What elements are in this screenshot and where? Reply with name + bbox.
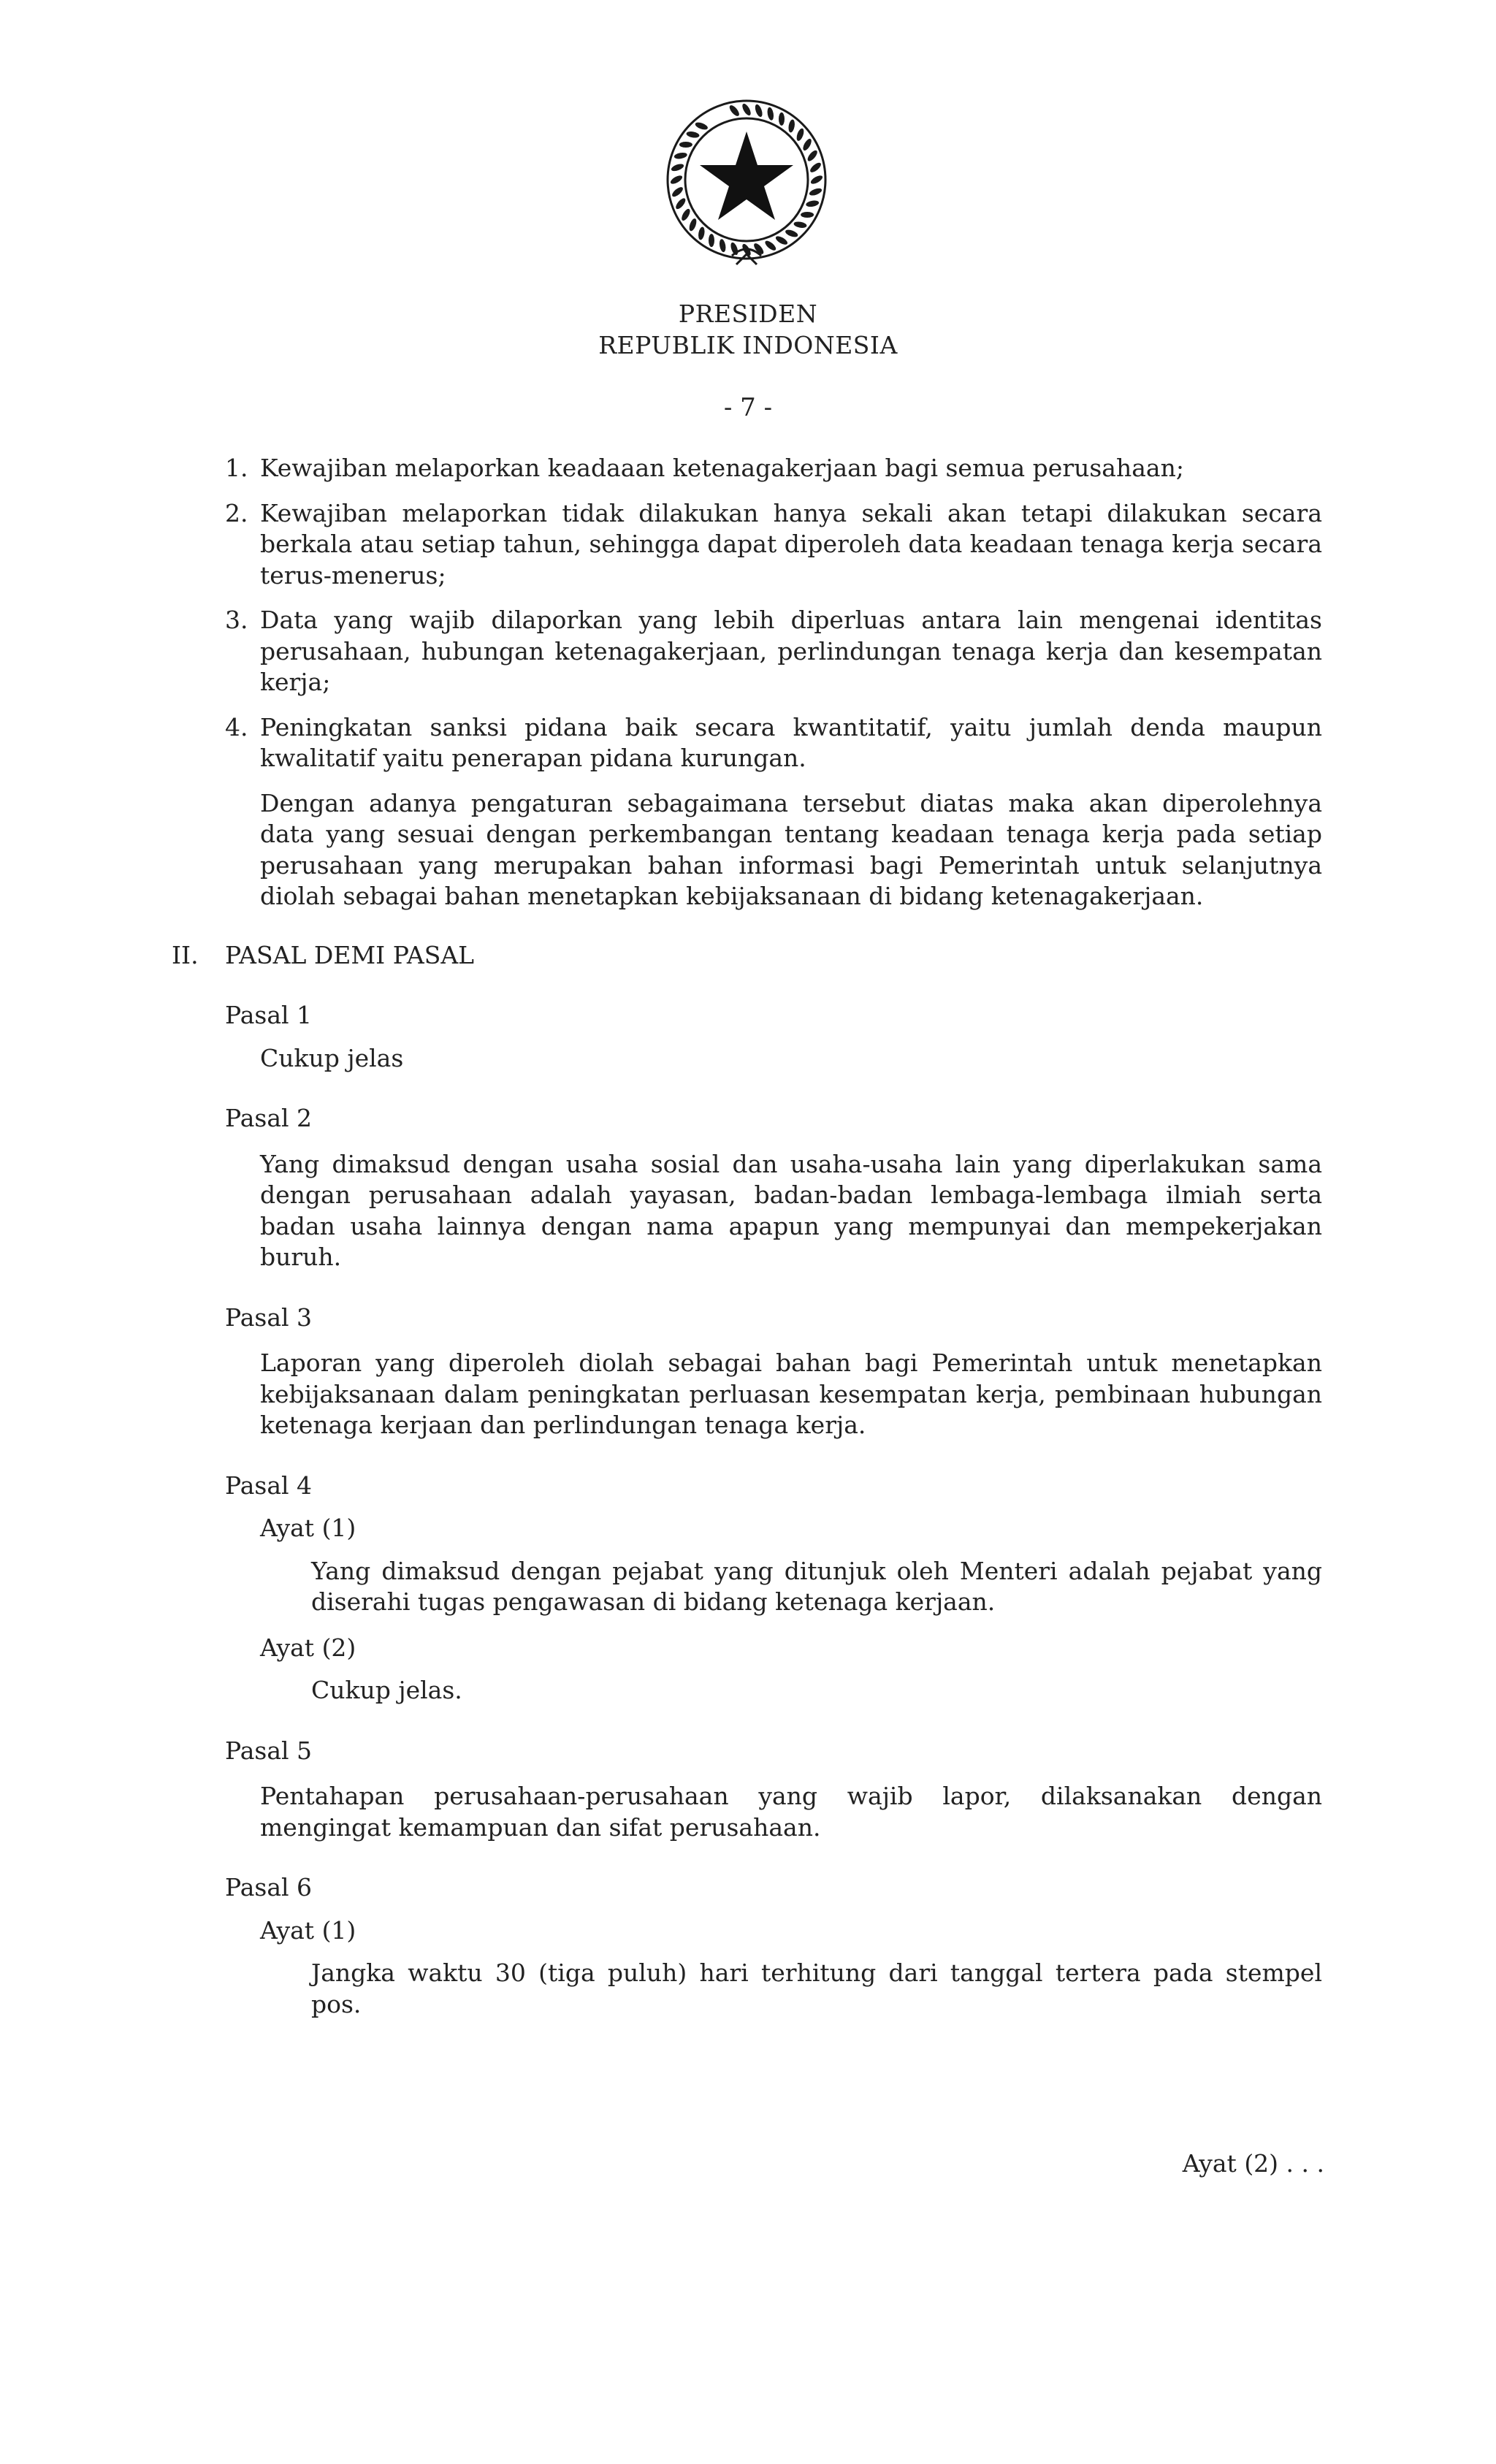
pasal-2-text: Yang dimaksud dengan usaha sosial dan usaha-usaha lain yang diperlakukan sama dengan perusahaan adalah yayasan, badan-badan lembaga-lembaga ilmiah serta badan usaha lainnya dengan nama apapun yang mempunyai dan mempekerjakan buruh.: [260, 1149, 1322, 1271]
list-number: 3.: [225, 606, 248, 634]
document-body: [0, 453, 1496, 2020]
list-text: Kewajiban melaporkan tidak dilakukan hanya sekali akan tetapi dilakukan secara berkala atau setiap tahun, sehingga dapat diperoleh data keadaan tenaga kerja secara terus-menerus;: [260, 498, 1322, 590]
list-number: 2.: [225, 498, 248, 527]
pasal-5-text: Pentahapan perusahaan-perusahaan yang wajib lapor, dilaksanakan dengan mengingat kemampuan dan sifat perusahaan.: [260, 1782, 1322, 1842]
pasal-6-ayat-1-title: Ayat (1): [260, 1915, 356, 1945]
closing-paragraph: Dengan adanya pengaturan sebagaimana tersebut diatas maka akan diperolehnya data yang sesuai dengan perkembangan tentang keadaan tenaga kerja pada setiap perusahaan yang merupakan bahan informasi bagi Pemerintah untuk selanjutnya diolah sebagai bahan menetapkan kebijaksanaan di bidang ketenagakerjaan.: [260, 788, 1322, 910]
pasal-6-title: Pasal 6: [225, 1873, 313, 1902]
list-item: [225, 605, 1322, 698]
list-number: 4.: [225, 712, 248, 741]
list-item: [225, 498, 1322, 592]
section-number: II.: [172, 940, 199, 969]
pasal-4-ayat-2-text: Cukup jelas.: [311, 1676, 462, 1704]
section-title: PASAL DEMI PASAL: [225, 940, 475, 969]
list-item: [225, 453, 1322, 484]
list-item: [225, 712, 1322, 774]
list-text: Kewajiban melaporkan keadaaan ketenagakerjaan bagi semua perusahaan;: [260, 454, 1184, 482]
pasal-4-ayat-1-title: Ayat (1): [260, 1514, 356, 1542]
list-text: Data yang wajib dilaporkan yang lebih diperluas antara lain mengenai identitas perusahaan, hubungan ketenagakerjaan, perlindungan tenaga kerja dan kesempatan kerja;: [260, 606, 1322, 696]
page-number: - 7 -: [723, 393, 773, 422]
pasal-2-title: Pasal 2: [225, 1104, 313, 1132]
pasal-4-title: Pasal 4: [225, 1471, 313, 1500]
pasal-3-text: Laporan yang diperoleh diolah sebagai bahan bagi Pemerintah untuk menetapkan kebijaksanaan dalam peningkatan perluasan kesempatan kerja, pembinaan hubungan ketenaga kerjaan dan perlindungan tenaga kerja.: [260, 1349, 1322, 1439]
section-heading: [172, 940, 1496, 972]
pasal-4-ayat-1-text: Yang dimaksud dengan pejabat yang ditunjuk oleh Menteri adalah pejabat yang diserahi tugas pengawasan di bidang ketenaga kerjaan.: [311, 1556, 1322, 1616]
pasal-3-title: Pasal 3: [225, 1302, 313, 1332]
header-subtitle: REPUBLIK INDONESIA: [598, 331, 898, 359]
list-number: 1.: [225, 454, 248, 482]
pasal-6-ayat-1-text: Jangka waktu 30 (tiga puluh) hari terhitung dari tanggal tertera pada stempel pos.: [311, 1958, 1322, 2018]
pasal-4-ayat-2-title: Ayat (2): [260, 1633, 356, 1662]
continuation-note: Ayat (2) . . .: [1182, 2149, 1324, 2178]
list-text: Peningkatan sanksi pidana baik secara kwantitatif, yaitu jumlah denda maupun kwalitatif yaitu penerapan pidana kurungan.: [260, 712, 1322, 772]
presidential-emblem-icon: [650, 86, 844, 280]
pasal-1-title: Pasal 1: [225, 1001, 313, 1029]
pasal-1-text: Cukup jelas: [260, 1043, 404, 1072]
header-title: PRESIDEN: [678, 300, 818, 328]
pasal-5-title: Pasal 5: [225, 1736, 313, 1765]
